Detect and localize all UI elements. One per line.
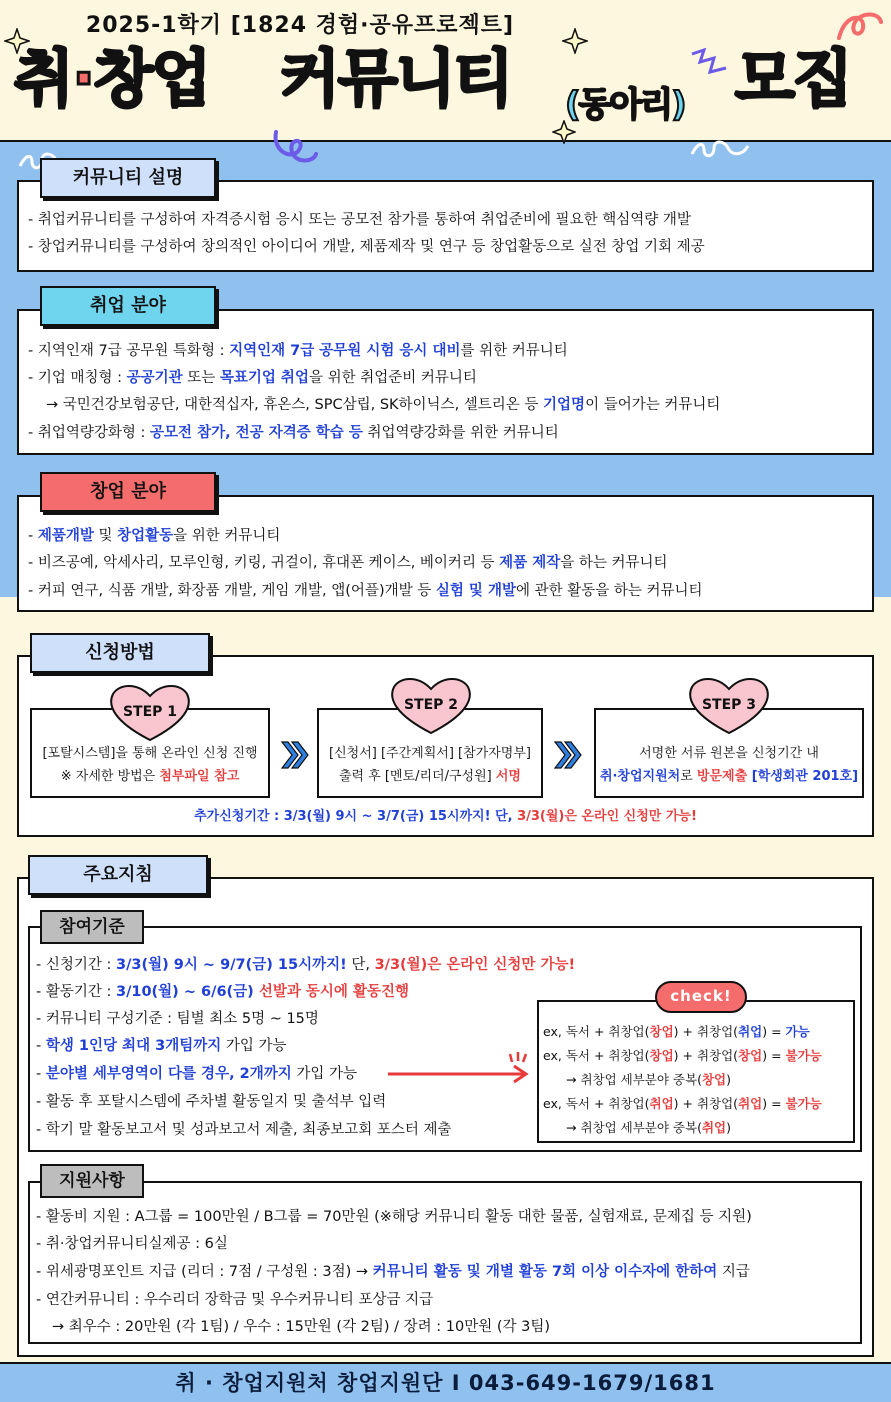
criteria-line-1: - 신청기간 : 3/3(월) 9시 ~ 9/7(금) 15시까지! 단, 3/3(월)은 온라인 신청만 가능! bbox=[36, 957, 576, 973]
employment-line-1: - 지역인재 7급 공무원 특화형 : 지역인재 7급 공무원 시험 응시 대비를 위한 커뮤니티 bbox=[28, 343, 568, 359]
check-example-3-note: → 취창업 세부분야 중복(취업) bbox=[566, 1120, 731, 1135]
support-line-4: - 연간커뮤니티 : 우수리더 장학금 및 우수커뮤니티 포상금 지급 bbox=[36, 1292, 434, 1308]
employment-line-2: - 기업 매칭형 : 공공기관 또는 목표기업 취업을 위한 취업준비 커뮤니티 bbox=[28, 370, 477, 386]
poster-subtitle: 2025-1학기 [1824 경험·공유프로젝트] bbox=[85, 13, 515, 38]
check-example-1: ex, 독서 + 취창업(창업) + 취창업(취업) = 가능 bbox=[543, 1024, 810, 1039]
step2-line-2: 출력 후 [멘토/리더/구성원] 서명 bbox=[338, 769, 521, 784]
step1-line-1: [포탈시스템]을 통해 온라인 신청 진행 bbox=[42, 746, 258, 761]
employment-line-3: → 국민건강보험공단, 대한적십자, 휴온스, SPC삼립, SK하이닉스, 셀트리온 등 기업명이 들어가는 커뮤니티 bbox=[46, 397, 721, 413]
criteria-tag: 참여기준 bbox=[40, 910, 144, 944]
startup-line-1: - 제품개발 및 창업활동을 위한 커뮤니티 bbox=[28, 528, 281, 544]
step2-line-1: [신청서] [주간계획서] [참가자명부] bbox=[329, 746, 531, 761]
description-line-2: - 창업커뮤니티를 구성하여 창의적인 아이디어 개발, 제품제작 및 연구 등 창업활동으로 실전 창업 기회 제공 bbox=[28, 239, 705, 255]
step2-label: STEP 2 bbox=[403, 697, 459, 713]
check-example-2-note: → 취창업 세부분야 중복(창업) bbox=[566, 1072, 731, 1087]
step1-label: STEP 1 bbox=[122, 704, 178, 720]
employment-tag: 취업 분야 bbox=[40, 286, 216, 326]
sparkle-icon bbox=[552, 120, 576, 144]
criteria-line-4: - 학생 1인당 최대 3개팀까지 가입 가능 bbox=[36, 1038, 287, 1054]
apply-tag: 신청방법 bbox=[30, 633, 210, 673]
chevron-right-icon bbox=[278, 738, 310, 772]
title-part-club: (동아리) bbox=[565, 85, 685, 125]
check-example-2: ex, 독서 + 취창업(창업) + 취창업(창업) = 불가능 bbox=[543, 1048, 822, 1063]
support-tag: 지원사항 bbox=[40, 1164, 144, 1198]
employment-line-4: - 취업역량강화형 : 공모전 참가, 전공 자격증 학습 등 취업역량강화를 위한 커뮤니티 bbox=[28, 425, 559, 441]
description-tag: 커뮤니티 설명 bbox=[40, 158, 216, 198]
startup-line-2: - 비즈공예, 악세사리, 모루인형, 키링, 귀걸이, 휴대폰 케이스, 베이커리 등 제품 제작을 하는 커뮤니티 bbox=[28, 555, 668, 571]
zigzag-icon bbox=[690, 48, 730, 84]
step3-label: STEP 3 bbox=[701, 697, 757, 713]
check-badge: check! bbox=[655, 981, 747, 1013]
support-line-3: - 위세광명포인트 지급 (리더 : 7점 / 구성원 : 3점) → 커뮤니티 활동 및 개별 활동 7회 이상 이수자에 한하여 지급 bbox=[36, 1264, 750, 1280]
chevron-right-icon bbox=[551, 738, 583, 772]
support-line-2: - 취·창업커뮤니티실제공 : 6실 bbox=[36, 1236, 228, 1252]
guide-tag: 주요지침 bbox=[28, 855, 208, 895]
title-part-jobs: 취·창업 bbox=[14, 42, 210, 115]
criteria-line-3: - 커뮤니티 구성기준 : 팀별 최소 5명 ~ 15명 bbox=[36, 1011, 319, 1027]
step1-line-2: ※ 자세한 방법은 첨부파일 참고 bbox=[60, 769, 240, 784]
wave-icon bbox=[690, 138, 750, 162]
criteria-line-5: - 분야별 세부영역이 다를 경우, 2개까지 가입 가능 bbox=[36, 1066, 357, 1082]
support-line-5: → 최우수 : 20만원 (각 1팀) / 우수 : 15만원 (각 2팀) / 장려 : 10만원 (각 3팀) bbox=[52, 1319, 551, 1335]
check-example-3: ex, 독서 + 취창업(취업) + 취창업(취업) = 불가능 bbox=[543, 1096, 822, 1111]
arrow-right-icon bbox=[386, 1050, 536, 1084]
extra-apply-period: 추가신청기간 : 3/3(월) 9시 ~ 3/7(금) 15시까지! 단, 3/3(월)은 온라인 신청만 가능! bbox=[194, 809, 697, 824]
title-part-recruit: 모집 bbox=[735, 42, 851, 115]
description-line-1: - 취업커뮤니티를 구성하여 자격증시험 응시 또는 공모전 참가를 통하여 취업준비에 필요한 핵심역량 개발 bbox=[28, 212, 691, 228]
swirl-icon bbox=[270, 128, 320, 168]
title-part-community: 커뮤니티 bbox=[280, 42, 512, 115]
support-line-1: - 활동비 지원 : A그룹 = 100만원 / B그룹 = 70만원 (※해당 커뮤니티 활동 대한 물품, 실험재료, 문제집 등 지원) bbox=[36, 1209, 752, 1225]
criteria-line-6: - 활동 후 포탈시스템에 주차별 활동일지 및 출석부 입력 bbox=[36, 1094, 387, 1110]
step3-line-1: 서명한 서류 원본을 신청기간 내 bbox=[639, 746, 819, 761]
sparkle-icon bbox=[4, 28, 30, 54]
startup-line-3: - 커피 연구, 식품 개발, 화장품 개발, 게임 개발, 앱(어플)개발 등 실험 및 개발에 관한 활동을 하는 커뮤니티 bbox=[28, 583, 703, 599]
sparkle-icon bbox=[562, 28, 588, 54]
criteria-line-2: - 활동기간 : 3/10(월) ~ 6/6(금) 선발과 동시에 활동진행 bbox=[36, 984, 410, 1000]
startup-tag: 창업 분야 bbox=[40, 472, 216, 512]
criteria-line-7: - 학기 말 활동보고서 및 성과보고서 제출, 최종보고회 포스터 제출 bbox=[36, 1122, 452, 1138]
step3-line-2: 취·창업지원처로 방문제출 [학생회관 201호] bbox=[599, 769, 859, 784]
footer-contact: 취 · 창업지원처 창업지원단 I 043-649-1679/1681 bbox=[0, 1362, 891, 1402]
swirl-icon bbox=[835, 8, 885, 48]
